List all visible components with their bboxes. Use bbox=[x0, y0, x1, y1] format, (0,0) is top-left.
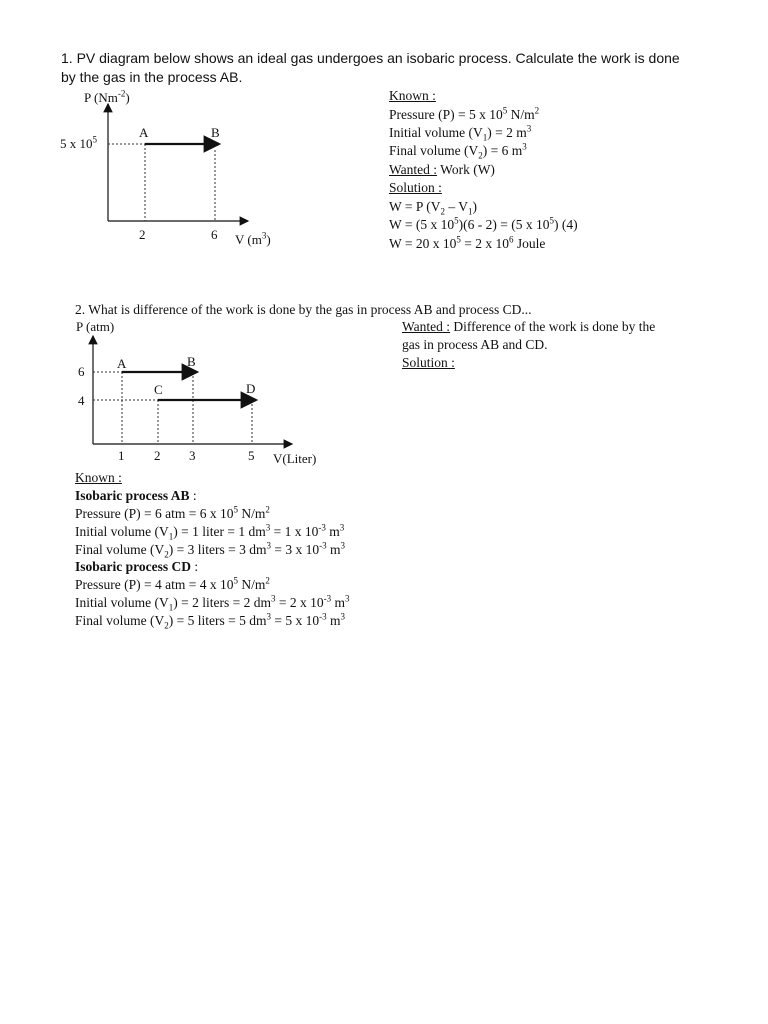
q2-cd-pressure: Pressure (P) = 4 atm = 4 x $10^5$ $N/m^2$ bbox=[75, 575, 270, 592]
q1-point-a-label: A bbox=[139, 125, 149, 140]
q1-question-line1: 1. PV diagram below shows an ideal gas undergoes an isobaric process. Calculate the work is done bbox=[61, 50, 680, 66]
q2-point-a-label: A bbox=[117, 356, 127, 371]
q2-question: 2. What is difference of the work is done by the gas in process AB and process CD... bbox=[75, 302, 532, 317]
q2-solution-heading: Solution : bbox=[402, 355, 455, 370]
q2-ab-heading: Isobaric process AB : bbox=[75, 488, 197, 503]
q2-wanted-line2: gas in process AB and CD. bbox=[402, 337, 548, 352]
q1-known-final-volume: Final volume $(V_2) = 6$ $m^3$ bbox=[389, 141, 527, 161]
q1-solution-step2: W = (5 x $10^5)(6 - 2) = (5$ x $10^5$) (4) bbox=[389, 215, 578, 232]
q2-cd-initial-volume: Initial volume $(V_1) = 2$ liters = 2 $dm^3 = 2$ x $10^{-3}$ $m^3$ bbox=[75, 593, 350, 613]
q1-known-initial-volume: Initial volume $(V_1) = 2$ $m^3$ bbox=[389, 123, 532, 143]
q1-y-axis-label: P $(Nm^{-2})$ bbox=[84, 88, 130, 105]
q2-point-c-label: C bbox=[154, 382, 163, 397]
q2-point-b-label: B bbox=[187, 354, 196, 369]
q2-cd-final-volume: Final volume $(V_2) = 5$ liters = 5 $dm^3 = 5$ x $10^{-3}$ $m^3$ bbox=[75, 611, 345, 631]
q1-solution-step3: W = 20 x $10^5 = 2$ x $10^6$ Joule bbox=[389, 234, 546, 251]
q1-x-tick-6: 6 bbox=[211, 227, 218, 242]
q1-wanted: Wanted : Work (W) bbox=[389, 162, 495, 177]
q1-known-heading: Known : bbox=[389, 88, 436, 103]
q1-y-tick-label: 5 x $10^5$ bbox=[60, 134, 97, 151]
q2-ab-initial-volume: Initial volume $(V_1) = 1$ liter = 1 $dm^3 = 1$ x $10^{-3}$ $m^3$ bbox=[75, 522, 345, 542]
q2-point-d-label: D bbox=[246, 381, 256, 396]
q2-ab-final-volume: Final volume $(V_2) = 3$ liters = 3 $dm^3 = 3$ x $10^{-3}$ $m^3$ bbox=[75, 540, 345, 560]
q2-wanted-line1: Wanted : Difference of the work is done by the bbox=[402, 319, 656, 334]
q1-point-b-label: B bbox=[211, 125, 220, 140]
q2-x-axis-label: V(Liter) bbox=[273, 451, 317, 466]
q2-y-axis-label: P (atm) bbox=[76, 319, 115, 334]
q2-x-tick-3: 3 bbox=[189, 448, 196, 463]
q2-known-heading: Known : bbox=[75, 470, 122, 485]
q2-x-tick-5: 5 bbox=[248, 448, 255, 463]
q1-solution-heading: Solution : bbox=[389, 180, 442, 195]
q1-x-axis-label: V $(m^3)$ bbox=[235, 230, 271, 247]
q2-y-tick-4: 4 bbox=[78, 393, 85, 408]
q1-solution-step1: W = P $(V_2 - V_1)$ bbox=[389, 199, 478, 217]
q2-ab-pressure: Pressure (P) = 6 atm = 6 x $10^5$ $N/m^2$ bbox=[75, 504, 270, 521]
q1-question-line2: by the gas in the process AB. bbox=[61, 69, 243, 85]
q2-x-tick-1: 1 bbox=[118, 448, 125, 463]
q2-x-tick-2: 2 bbox=[154, 448, 161, 463]
q1-x-tick-2: 2 bbox=[139, 227, 146, 242]
q1-known-pressure: Pressure (P) = 5 x $10^5$ $N/m^2$ bbox=[389, 105, 540, 122]
q2-y-tick-6: 6 bbox=[78, 364, 85, 379]
q2-cd-heading: Isobaric process CD : bbox=[75, 559, 199, 574]
